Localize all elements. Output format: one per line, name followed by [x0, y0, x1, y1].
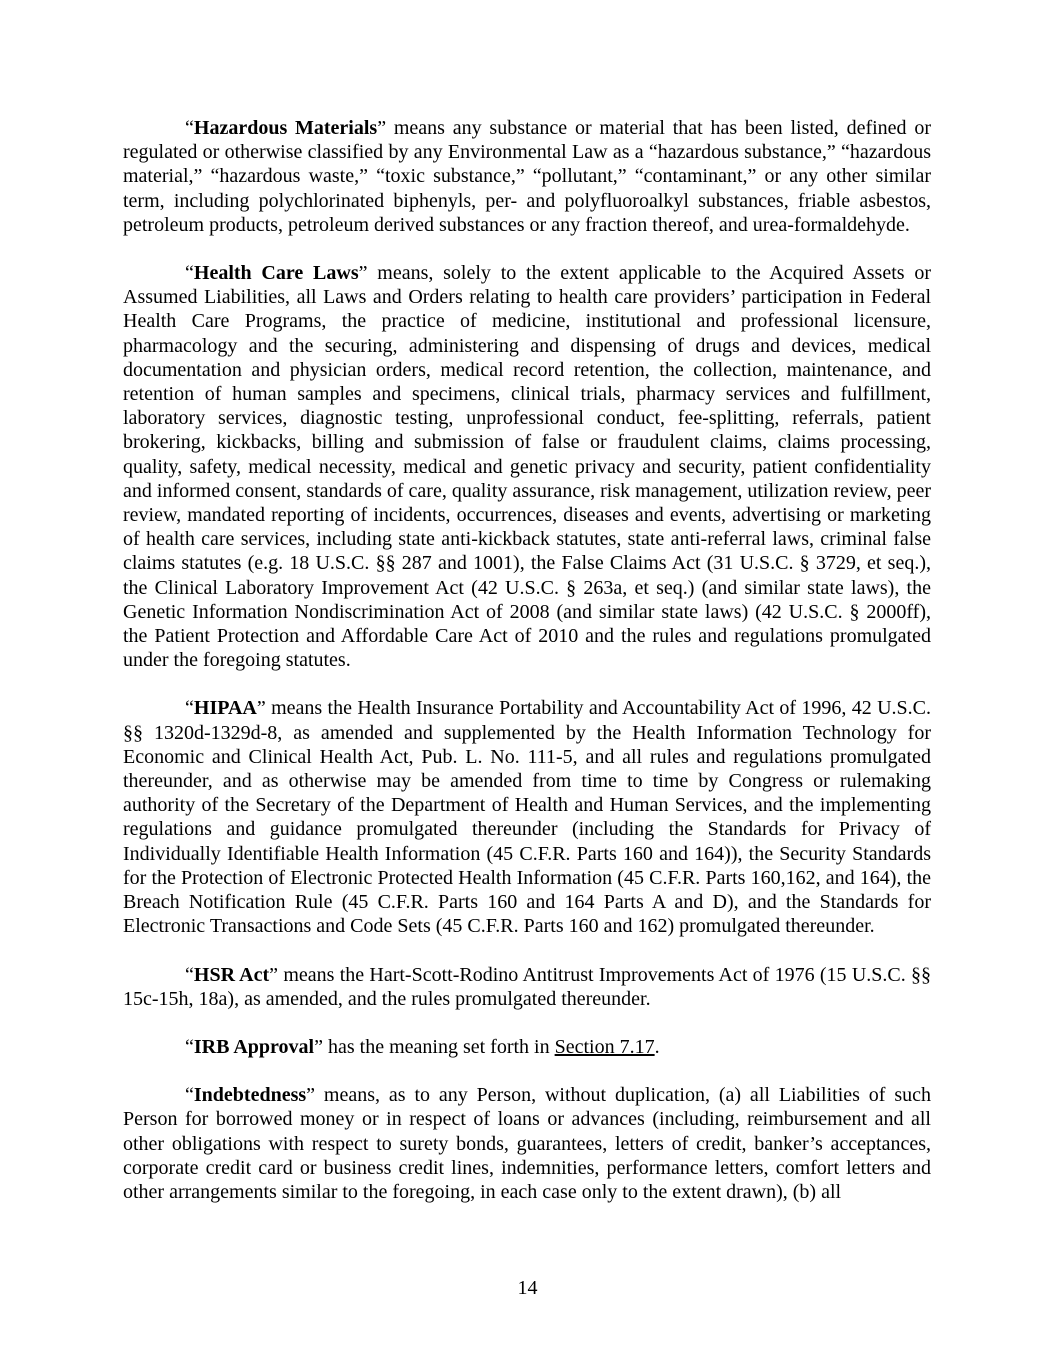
text-run: ” means the Health Insurance Portability and Accountability Act of 1996, 42 U.S.C. §§ 1320d-1329d-8, as amended and supplemented by the Health Information Technology for Economic and Clinical Health Act, Pub. L. No. 111-5, and all rules and regulations promulgated thereunder, and as otherwise may be amended from time to time by Congress or rulemaking authority of the Secretary of the Department of Health and Human Services, and the implementing regulations and guidance promulgated thereunder (including the Standards for Privacy of Individually Identifiable Health Information (45 C.F.R. Parts 160 and 164)), the Security Standards for the Protection of Electronic Protected Health Information (45 C.F.R. Parts 160,162, and 164), the Breach Notification Rule (45 C.F.R. Parts 160 and 164 Parts A and D), and the Standards for Electronic Transactions and Code Sets (45 C.F.R. Parts 160 and 162) promulgated thereunder. — [123, 697, 931, 938]
paragraph-irb-approval — [123, 1035, 931, 1059]
defined-term: Indebtedness — [193, 1084, 307, 1107]
section-reference: Section 7.17 — [554, 1035, 655, 1058]
defined-term: Health Care Laws — [193, 262, 359, 285]
defined-term: IRB Approval — [193, 1035, 315, 1058]
text-run: “ — [185, 262, 194, 285]
text-run: “ — [185, 963, 194, 986]
defined-term: Hazardous Materials — [193, 117, 378, 139]
text-run: “ — [185, 697, 194, 720]
text-run: “ — [185, 1035, 194, 1058]
document-body — [123, 116, 931, 1204]
text-run: ” means the Hart-Scott-Rodino Antitrust Improvements Act of 1976 (15 U.S.C. §§ 15c-15h, 18a), as amended, and the rules promulgated thereunder. — [123, 963, 932, 1010]
paragraph-hipaa — [123, 696, 931, 938]
paragraph-health-care-laws — [123, 261, 931, 672]
text-run: ” has the meaning set forth in — [314, 1035, 555, 1058]
text-run: “ — [185, 117, 194, 139]
text-run: . — [654, 1035, 660, 1058]
defined-term: HSR Act — [193, 963, 270, 986]
paragraph-indebtedness — [123, 1083, 931, 1204]
paragraph-hsr-act — [123, 963, 931, 1011]
text-run: “ — [185, 1084, 194, 1107]
text-run: ” means, solely to the extent applicable to the Acquired Assets or Assumed Liabilities, all Laws and Orders relating to health care providers’ participation in Federal Health Care Programs, the practice of medicine, institutional and professional licensure, pharmacology and the securing, administering and dispensing of drugs and devices, medical documentation and physician orders, medical record retention, the collection, maintenance, and retention of human samples and specimens, clinical trials, pharmacy services and fulfillment, laboratory services, diagnostic testing, unprofessional conduct, fee-splitting, referrals, patient brokering, kickbacks, billing and submission of false or fraudulent claims, claims processing, quality, safety, medical necessity, medical and genetic privacy and security, patient confidentiality and informed consent, standards of care, quality assurance, risk management, utilization review, peer review, mandated reporting of incidents, occurrences, diseases and events, advertising or marketing of health care services, including state anti-kickback statutes, state anti-referral laws, criminal false claims statutes (e.g. 18 U.S.C. §§ 287 and 1001), the False Claims Act (31 U.S.C. § 3729, et seq.), the Clinical Laboratory Improvement Act (42 U.S.C. § 263a, et seq.) (and similar state laws), the Genetic Information Nondiscrimination Act of 2008 (and similar state laws) (42 U.S.C. § 2000ff), the Patient Protection and Affordable Care Act of 2010 and the rules and regulations promulgated under the foregoing statutes. — [123, 262, 931, 672]
paragraph-hazardous-materials — [123, 116, 931, 237]
text-run: ” means, as to any Person, without duplication, (a) all Liabilities of such Person for borrowed money or in respect of loans or advances (including, reimbursement and all other obligations with respect to surety bonds, guarantees, letters of credit, banker’s acceptances, corporate credit card or business credit lines, indemnities, performance letters, comfort letters and other arrangements similar to the foregoing, in each case only to the extent drawn), (b) all — [123, 1084, 931, 1203]
defined-term: HIPAA — [193, 697, 257, 720]
text-run: ” means any substance or material that has been listed, defined or regulated or otherwise classified by any Environmental Law as a “hazardous substance,” “hazardous material,” “hazardous waste,” “toxic substance,” “pollutant,” “contaminant,” or any other similar term, including polychlorinated biphenyls, per- and polyfluoroalkyl substances, friable asbestos, petroleum products, petroleum derived substances or any fraction thereof, and urea-formaldehyde. — [123, 117, 931, 236]
page-number: 14 — [517, 1277, 538, 1299]
